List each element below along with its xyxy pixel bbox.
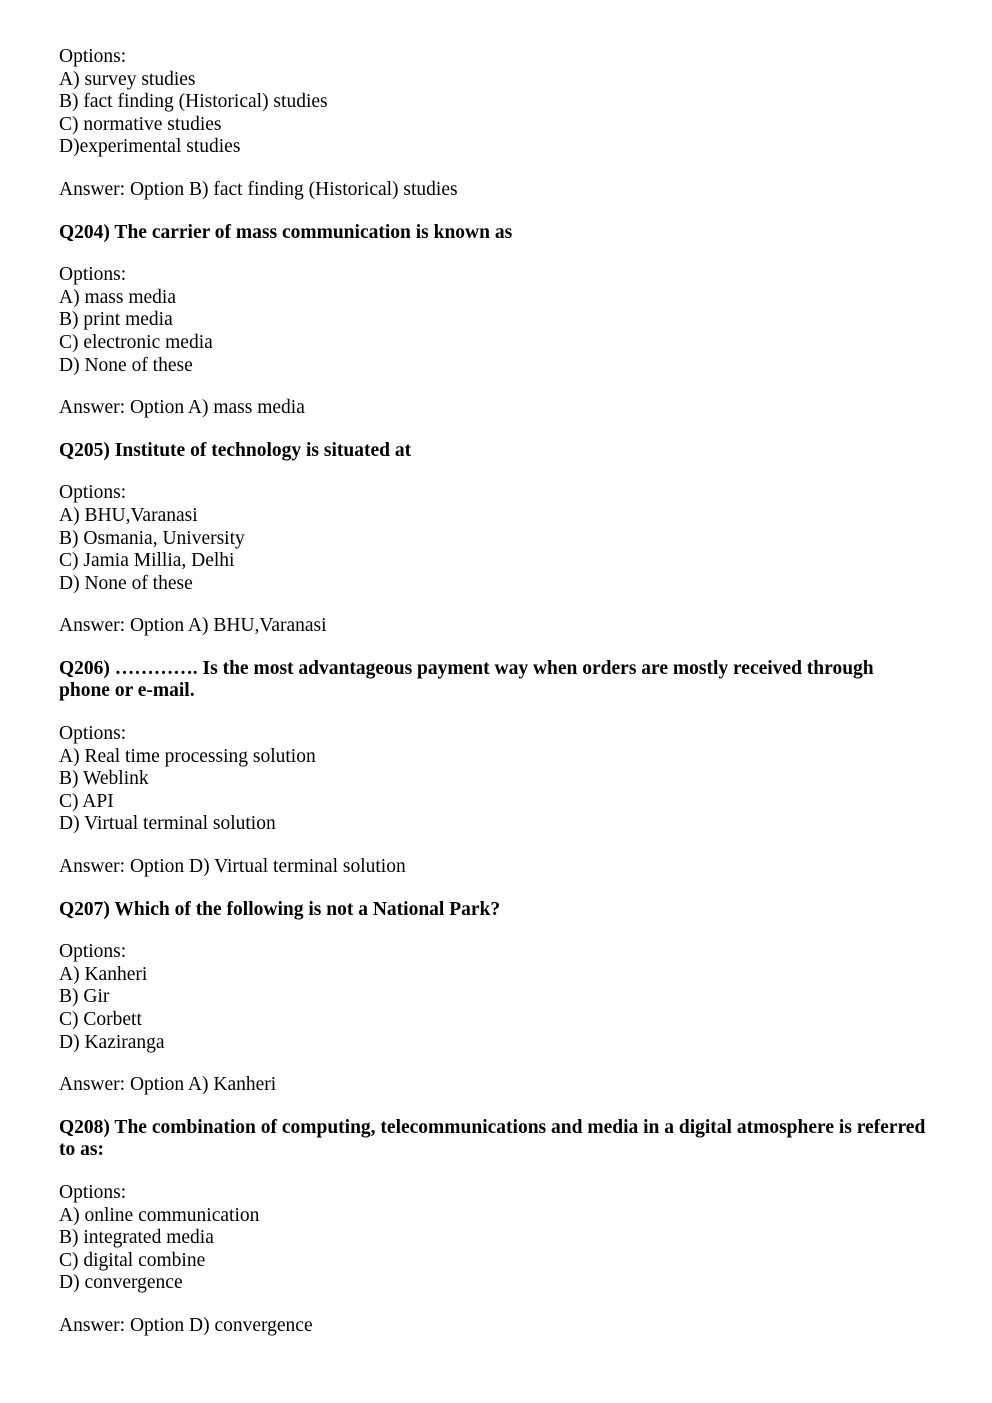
option-d: D) None of these — [59, 354, 193, 376]
option-c: C) digital combine — [59, 1249, 206, 1271]
option-b: B) print media — [59, 309, 173, 331]
option-c: C) electronic media — [59, 331, 213, 353]
question-block-q205 — [59, 440, 929, 658]
option-c: C) API — [59, 790, 114, 812]
options-label: Options: — [59, 264, 127, 286]
document-page — [59, 46, 929, 1338]
question-text: Q207) Which of the following is not a National Park? — [59, 898, 501, 920]
options-label: Options: — [59, 941, 127, 963]
question-block-q206 — [59, 658, 929, 899]
option-a: A) mass media — [59, 286, 176, 308]
question-text: Q204) The carrier of mass communication is known as — [59, 221, 513, 243]
question-block-q207 — [59, 899, 929, 1117]
option-b: B) Weblink — [59, 768, 149, 790]
option-c: C) Corbett — [59, 1009, 142, 1030]
answer: Answer: Option A) Kanheri — [59, 1074, 277, 1096]
question-text: Q208) The combination of computing, telecommunications and media in a digital atmosphere is referred to as: — [59, 1116, 926, 1161]
option-a: A) Kanheri — [59, 963, 148, 985]
option-b: B) Gir — [59, 986, 110, 1008]
option-c: C) normative studies — [59, 113, 222, 135]
option-b: B) integrated media — [59, 1227, 214, 1249]
option-a: A) BHU,Varanasi — [59, 504, 198, 526]
option-d: D) Kaziranga — [59, 1031, 165, 1053]
lead-block — [59, 46, 929, 222]
option-c: C) Jamia Millia, Delhi — [59, 550, 235, 572]
option-d: D)experimental studies — [59, 136, 241, 158]
answer: Answer: Option D) convergence — [59, 1314, 313, 1336]
option-a: A) survey studies — [59, 68, 196, 90]
option-a: A) Real time processing solution — [59, 745, 316, 767]
answer: Answer: Option B) fact finding (Historical) studies — [59, 178, 458, 200]
question-block-q204 — [59, 222, 929, 440]
option-d: D) convergence — [59, 1272, 183, 1294]
question-text: Q205) Institute of technology is situated at — [59, 439, 412, 461]
option-a: A) online communication — [59, 1204, 260, 1226]
option-d: D) None of these — [59, 572, 193, 594]
option-b: B) Osmania, University — [59, 527, 245, 549]
answer: Answer: Option D) Virtual terminal solution — [59, 856, 406, 878]
options-label: Options: — [59, 482, 127, 504]
options-label: Options: — [59, 1181, 127, 1203]
answer: Answer: Option A) BHU,Varanasi — [59, 615, 327, 637]
question-text: Q206) …………. Is the most advantageous payment way when orders are mostly received through phone or e-mail. — [59, 657, 874, 702]
options-label: Options: — [59, 46, 127, 67]
options-label: Options: — [59, 723, 127, 745]
option-b: B) fact finding (Historical) studies — [59, 91, 328, 113]
option-d: D) Virtual terminal solution — [59, 813, 276, 835]
question-block-q208 — [59, 1117, 929, 1338]
answer: Answer: Option A) mass media — [59, 397, 305, 419]
